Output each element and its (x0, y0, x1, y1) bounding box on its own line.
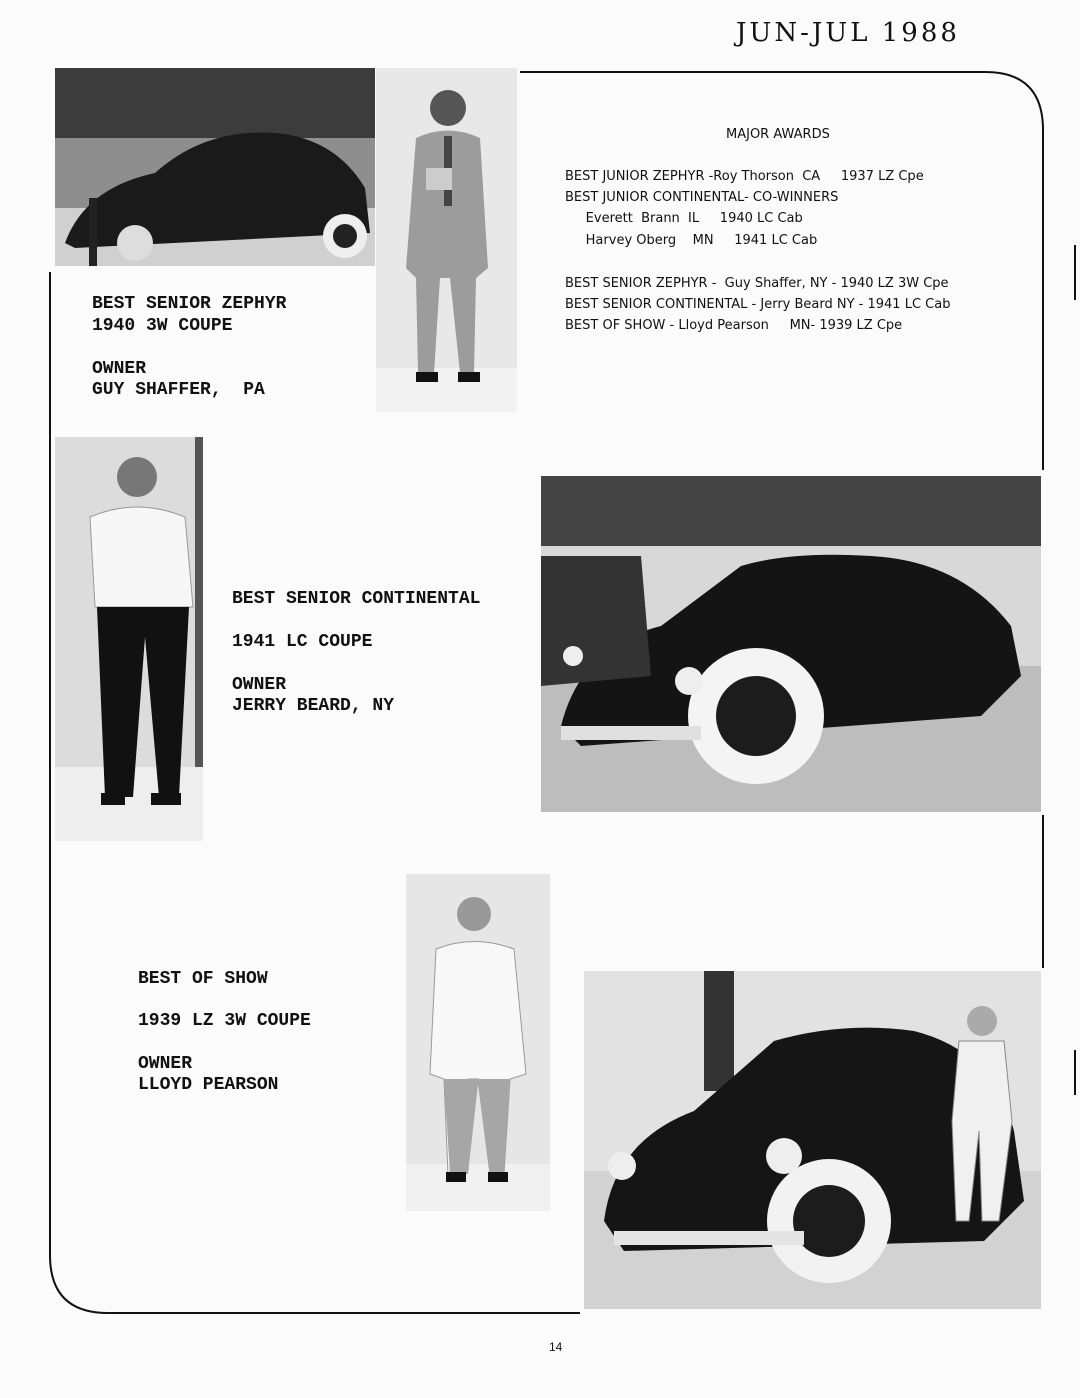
caption-2-owner-label: OWNER (232, 675, 287, 695)
award-line-6: BEST SENIOR CONTINENTAL - Jerry Beard NY - 1941 LC Cab (565, 297, 951, 312)
photo-1939-zephyr-coupe (584, 971, 1041, 1309)
award-line-7: BEST OF SHOW - Lloyd Pearson MN- 1939 LZ Cpe (565, 318, 903, 333)
caption-1-owner-label: OWNER (92, 359, 147, 379)
caption-3-owner: LLOYD PEARSON (138, 1075, 279, 1095)
caption-2-car: 1941 LC COUPE (232, 632, 373, 652)
photo-jerry-beard (55, 437, 203, 841)
caption-3-car: 1939 LZ 3W COUPE (138, 1011, 311, 1031)
page-number: 14 (549, 1340, 563, 1354)
photo-lloyd-pearson (406, 874, 550, 1211)
caption-3-owner-label: OWNER (138, 1054, 193, 1074)
award-line-1: BEST JUNIOR ZEPHYR -Roy Thorson CA 1937 LZ Cpe (565, 169, 924, 184)
award-line-2: BEST JUNIOR CONTINENTAL- CO-WINNERS (565, 190, 839, 205)
photo-1940-zephyr-coupe (55, 68, 375, 266)
caption-2-owner: JERRY BEARD, NY (232, 696, 395, 716)
caption-1-award: BEST SENIOR ZEPHYR (92, 294, 287, 314)
photo-guy-shaffer (376, 68, 517, 412)
caption-1-car: 1940 3W COUPE (92, 316, 233, 336)
award-line-4: Harvey Oberg MN 1941 LC Cab (565, 233, 818, 248)
photo-1941-continental-coupe (541, 476, 1041, 812)
caption-2-award: BEST SENIOR CONTINENTAL (232, 589, 481, 609)
issue-date: JUN-JUL 1988 (736, 18, 960, 48)
caption-1-owner: GUY SHAFFER, PA (92, 380, 265, 400)
major-awards-title: MAJOR AWARDS (726, 127, 830, 142)
award-line-5: BEST SENIOR ZEPHYR - Guy Shaffer, NY - 1940 LZ 3W Cpe (565, 276, 949, 291)
caption-3-award: BEST OF SHOW (138, 969, 268, 989)
award-line-3: Everett Brann IL 1940 LC Cab (565, 211, 803, 226)
